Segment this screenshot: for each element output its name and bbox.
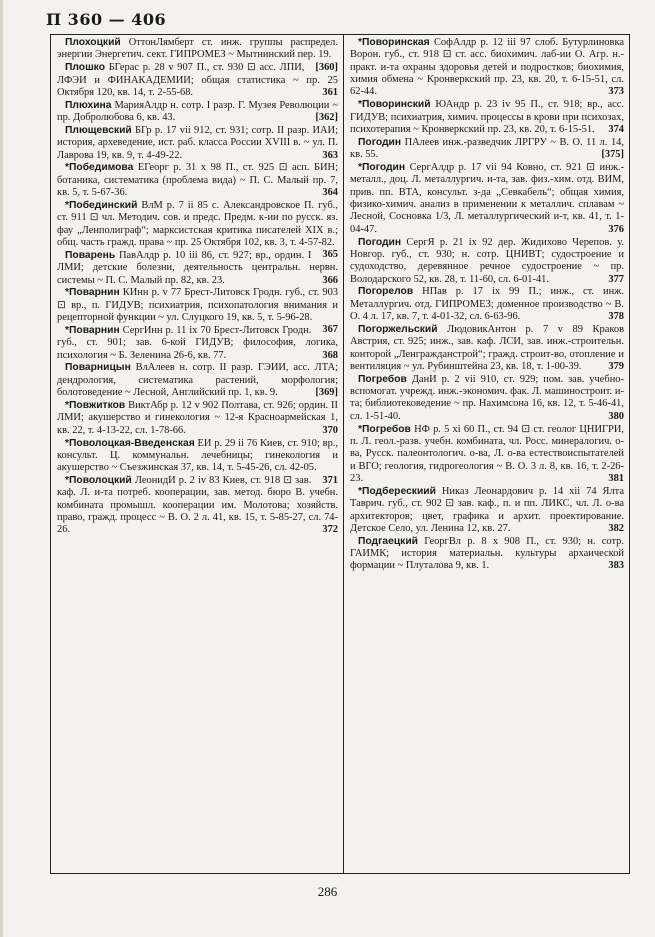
- entry-number: 368: [322, 349, 338, 361]
- entry-number: 374: [608, 123, 624, 135]
- entry-text: БГерас р. 28 v 907 П., ст. 930 ⊡ асс. ЛПИ, ЛФЭИ и ФИНАКАДЕМИИ; общая статистика ~ пр. 25 Октября 120, кв. 14, т. 2-55-68.: [57, 62, 338, 98]
- entry-name: *Повжитков: [65, 399, 126, 411]
- entry-text: ЕИ р. 29 ii 76 Киев, ст. 910; вр., консульт. Ц. коммунальн. лечебницы; гинекология и акушерство ~ Съезжинская 37, кв. 14, т. 5-45-26, сл. 42-05.: [57, 437, 338, 474]
- entry-name: *Побединский: [65, 199, 138, 211]
- entry-text: КИнн р. v 77 Брест-Литовск Гродн. губ., ст. 903 ⊡ вр., п. ГИДУВ; психиатрия, психопатология внимания и рецепторной функции ~ ул. Слуцкого 19, кв. 5, т. 5-96-28.: [57, 287, 338, 324]
- entry-number: [360]: [315, 61, 338, 73]
- entry-name: Погоржельский: [358, 323, 438, 335]
- entry: [57, 325, 338, 362]
- right-column: [350, 37, 624, 871]
- entry: [350, 324, 624, 373]
- entry: [57, 62, 338, 99]
- entry-number: 380: [608, 410, 624, 422]
- entry-number: 382: [608, 522, 624, 534]
- entry: [350, 486, 624, 535]
- entry-number: [362]: [315, 112, 338, 124]
- entry: [350, 162, 624, 236]
- column-divider: [343, 34, 344, 874]
- entry-name: *Поварнин: [65, 324, 120, 336]
- entry: [57, 162, 338, 199]
- entry-number: 377: [608, 273, 624, 285]
- entry: [350, 536, 624, 573]
- entry-name: Плюхина: [65, 99, 112, 111]
- entry-name: *Погодин: [358, 161, 406, 173]
- entry: [350, 237, 624, 286]
- entry-name: *Поволоцкий: [65, 475, 132, 487]
- entry-number: 370: [322, 424, 338, 436]
- entry: [350, 424, 624, 486]
- entry: [57, 100, 338, 125]
- entry-name: *Подберескиий: [358, 485, 436, 497]
- entry-name: Плошко: [65, 62, 105, 74]
- entry-text: ЮАндр р. 23 iv 95 П., ст. 918; вр., асс. ГИДУВ; психиатрия, химич. процессы в крови при психозах, психотерапия ~ Кронверкский пр. 23, кв. 20, т. 6-15-51.: [350, 99, 624, 135]
- entry-number: 383: [608, 560, 624, 572]
- entry-text: ВиктАбр р. 12 v 902 Полтава, ст. 926; ордин. II ЛМИ; акушерство и гинекология ~ 12-я Красноармейская 1, кв. 22, т. 4-13-22, сл. 1-78-66.: [57, 399, 338, 436]
- entry-name: Погорелов: [358, 286, 414, 298]
- entry: [350, 37, 624, 99]
- entry: [350, 99, 624, 136]
- entry-number: 365: [322, 249, 338, 261]
- entry-text: БГр р. 17 vii 912, ст. 931; сотр. II разр. ИАИ; история, археведение, ист. раб. класса России XVIII в. ~ ул. П. Лаврова 19, кв. 9, т. 4-49-22.: [57, 124, 338, 161]
- page-number: 286: [317, 884, 338, 899]
- left-column: [57, 37, 338, 871]
- entry: [350, 374, 624, 423]
- entry-text: ГеоргВл р. 8 x 908 П., ст. 930; н. сотр. ГАИМК; история материальн. культуры архаической формации ~ Плуталова 9, кв. 1.: [350, 535, 624, 572]
- entry: [57, 287, 338, 336]
- entry-name: *Погребов: [358, 423, 411, 435]
- entry-number: 379: [608, 360, 624, 372]
- entry-name: *Поворинская: [358, 37, 430, 48]
- entry-name: *Победимова: [65, 162, 134, 174]
- entry-name: Погребов: [358, 373, 407, 385]
- entry-text: СергИнн р. 11 ix 70 Брест-Литовск Гродн. губ., ст. 901; зав. 6-кой ГИДУВ; философия, логика, психология ~ Б. Зеленина 26-6, кв. 77.: [57, 324, 338, 361]
- entry-name: *Поворинский: [358, 99, 431, 111]
- entry-name: Погодин: [358, 136, 402, 148]
- entry-text: ВлАлеев н. сотр. II разр. ГЭИИ, асс. ЛТА; дендрология, систематика растений, морфология; болотоведение ~ Лесной, Английский пр. 1, кв. 9.: [57, 362, 338, 399]
- scan-edge: [0, 0, 3, 937]
- entry: [57, 125, 338, 162]
- entry: [57, 250, 338, 287]
- entry-text: СергЯ р. 21 ix 92 дер. Жидихово Черепов. у. Новгор. губ., ст. 930; н. сотр. ЦНИВТ; судостроение и судоходство, деревянное речное судостроение ~ пр. Володарского 52, кв. 28, т. 11-60, сл. 6-01-41.: [350, 236, 624, 285]
- entry-number: 367: [322, 324, 338, 336]
- entry-number: 361: [322, 86, 338, 98]
- entry-number: 366: [322, 274, 338, 286]
- entry-text: ЛеонидИ р. 2 iv 83 Киев, ст. 918 ⊡ зав. каф. Л. и-та потреб. кооперации, зав. метод. бюро В. учебн. комбината промышл. кооперации им. Молотова; хозяйств. право, гражд. процесс ~ В. О. 2 л. 41, кв. 15, т. 5-85-27, сл. 74-26.: [57, 475, 338, 536]
- entry-name: Подгаецкий: [358, 535, 418, 547]
- entry-number: 376: [608, 223, 624, 235]
- entry-number: 381: [608, 473, 624, 485]
- entry-name: Плющевский: [65, 124, 132, 136]
- entry: [57, 362, 338, 399]
- entry-name: Погодин: [358, 236, 402, 248]
- entry-name: Поварницын: [65, 362, 131, 374]
- entry-number: 363: [322, 149, 338, 161]
- entry-text: СергАлдр р. 17 vii 94 Ковно, ст. 921 ⊡ инж.-металл., доц. Л. металлургич. и-та, зав. физ.-хим. отд. ВИМ, прив. пп. ВТА, консульт. з-да „Севкабель“; общая химия, физико-химич. анализ в применении к металлич. сплавам ~ Лесной, Сосновка 1/3, Л. металлургический и-т, кв. 41, т. 1-04-47.: [350, 161, 624, 235]
- entry-name: Поварень: [65, 249, 116, 261]
- entry-text: МарияАлдр н. сотр. I разр. Г. Музея Революции ~ пр. Добролюбова 6, кв. 43.: [57, 99, 338, 124]
- entry-text: ДанИ р. 2 vii 910, ст. 929; пом. зав. учебно-вспомогат. учрежд. инж.-экономич. фак. Л. машиностроит. и-та; библиотековедение ~ пр. Нахимсона 16, кв. 12, т. 5-46-41, сл. 1-51-40.: [350, 373, 624, 422]
- entry-number: 372: [322, 524, 338, 536]
- entry-text: ОттонЛямберт ст. инж. группы распредел. энергии Энергетич. сект. ГИПРОМЕЗ ~ Мытнинский пер. 19.: [57, 37, 338, 61]
- entry-text: СофАлдр р. 12 iii 97 слоб. Бутурлиновка Ворон. губ., ст. 918 ⊡ ст. асс. биохимич. лаб-ии О. Агр. н.-практ. и-та охраны здоровья детей и подростков; биохимия, химия обмена ~ Кронверкский пр. 23, кв. 20, т. 6-15-51, сл. 62-44.: [350, 37, 624, 98]
- entry-number: 373: [608, 86, 624, 98]
- entry-number: [369]: [315, 387, 338, 399]
- entry-name: Плохоцкий: [65, 37, 121, 48]
- entry-text: ЛюдовикАнтон р. 7 v 89 Краков Австрия, ст. 925; инж., зав. каф. ЛСИ, зав. инж.-строительн. конторой „Ленгражданстрой“; гражд. строит-во, отопление и вентиляция ~ ул. Рубинштейна 23, кв. 18, т. 1-00-39.: [350, 323, 624, 372]
- entry-text: НПав р. 17 ix 99 П.; инж., ст. инж. Металлургич. отд. ГИПРОМЕЗ; доменное производство ~ В. О. 4 л. 17, кв. 7, т. 4-01-32, сл. 6-63-96.: [350, 286, 624, 323]
- entry: [57, 475, 338, 537]
- entry-number: 364: [322, 187, 338, 199]
- entry-text: НФ р. 5 xi 60 П., ст. 94 ⊡ ст. геолог ЦНИГРИ, п. Л. геол.-разв. учебн. комбината, чл. Росс. минералогич. о-ва, Русск. палеонтологич. о-ва, Л. о-ва естествоиспытателей и ВГО; геология, гидрогеология ~ В. О. 3 л. 8, кв. 16, т. 2-26-23.: [350, 423, 624, 485]
- page-header: П 360 — 406: [46, 10, 167, 29]
- entry-number: [375]: [601, 149, 624, 161]
- entry-text: ПАлеев инж.-разведчик ЛРГРУ ~ В. О. 11 л. 14, кв. 55.: [350, 136, 624, 161]
- entry-text: ПавАлдр р. 10 iii 86, ст. 927; вр., ордин. I ЛМИ; детские болезни, деятельность центральн. нервн. системы ~ П. С. Малый пр. 82, кв. 23.: [57, 249, 338, 286]
- entry-text: ВлМ р. 7 ii 85 с. Александровское П. губ., ст. 911 ⊡ чл. Методич. сов. и предс. Предм. к-ии по русск. яз. фау „Ленполиграф“; марксистская критика писателей XIX в.; общ. часть гражд. права ~ пр. 25 Октября 102, кв. 3, т. 4-57-82.: [57, 199, 338, 248]
- entry-number: 378: [608, 311, 624, 323]
- entry: [350, 137, 624, 162]
- entry-number: 371: [322, 474, 338, 486]
- entry: [57, 400, 338, 437]
- entry-name: *Поволоцкая-Введенская: [65, 437, 195, 449]
- entry-name: *Поварнин: [65, 287, 120, 299]
- entry-text: Никаз Леонардович р. 14 xii 74 Ялта Таврич. губ., ст. 902 ⊡ зав. каф., п. и пп. ЛИКС, чл. Л. о-ва архитекторов; цвет, графика и архит. проектирование. Детское Село, ул. Ленина 12, кв. 27.: [350, 485, 624, 534]
- entry-text: ЕГеорг р. 31 x 98 П., ст. 925 ⊡ асп. БИН; ботаника, систематика (проблема вида) ~ П. С. Малый пр. 7, кв. 5, т. 5-67-36.: [57, 162, 338, 199]
- entry: [350, 286, 624, 323]
